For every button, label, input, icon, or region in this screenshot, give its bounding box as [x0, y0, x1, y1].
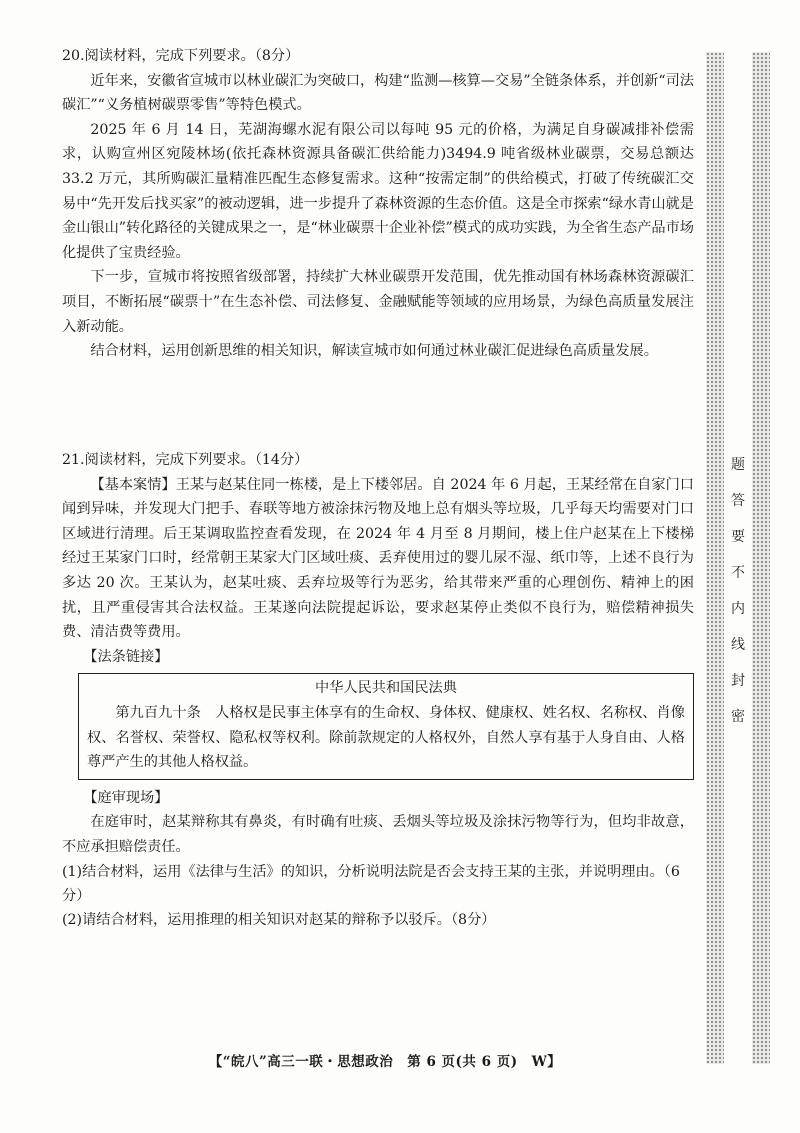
law-link-tag: 【法条链接】 [83, 648, 169, 665]
seal-char: 密 [731, 709, 745, 725]
dotted-strip-left [706, 52, 724, 1064]
question-20-title: 20.阅读材料，完成下列要求。（8分） [62, 48, 300, 64]
seal-line-notice [726, 447, 750, 735]
dotted-strip-right [752, 52, 770, 1064]
seal-char: 答 [731, 493, 745, 509]
court-scene-tag: 【庭审现场】 [83, 789, 169, 806]
q20-paragraph-1: 近年来，安徽省宣城市以林业碳汇为突破口，构建“监测—核算—交易”全链条体系，并创新“司法碳汇”“义务植树碳票零售”等特色模式。 [62, 72, 694, 114]
seal-char: 不 [731, 565, 745, 581]
court-scene-text: 在庭审时，赵某辩称其有鼻炎，有时确有吐痰、丢烟头等垃圾及涂抹污物等行为，但均非故意，不应承担赔偿责任。 [62, 814, 694, 855]
basic-case-text: 王某与赵某住同一栋楼，是上下楼邻居。自 2024 年 6 月起，王某经常在自家门口闻到异味，并发现大门把手、春联等地方被涂抹污物及地上总有烟头等垃圾，几乎每天均需要对门口区域进行清理。后王某调取监控查看发现，在 2024 年 4 月至 8 月期间，楼上住户赵某在上下楼梯经过王某家门口时，经常朝王某家大门区域吐痰、丢弃使用过的婴儿尿不湿、纸巾等，上述不良行为多达 20 次。王某认为，赵某吐痰、丢弃垃圾等行为恶劣，给其带来严重的心理创伤、精神上的困扰，且严重侵害其合法权益。王某遂向法院提起诉讼，要求赵某停止类似不良行为，赔偿精神损失费、清洁费等费用。 [62, 476, 694, 641]
seal-line-margin [706, 52, 776, 1064]
seal-char: 题 [731, 457, 745, 473]
seal-char: 封 [731, 673, 745, 689]
sub-question-1: (1)结合材料，运用《法律与生活》的知识，分析说明法院是否会支持王某的主张，并说明理由。（6分） [62, 863, 680, 905]
law-article-box [78, 673, 694, 779]
basic-case-tag: 【基本案情】 [90, 476, 176, 493]
question-21-title: 21.阅读材料，完成下列要求。（14分） [62, 452, 309, 468]
law-title: 中华人民共和国民法典 [315, 680, 457, 697]
seal-char: 要 [731, 529, 745, 545]
law-text: 第九百九十条 人格权是民事主体享有的生命权、身体权、健康权、姓名权、名称权、肖像权、名誉权、荣誉权、隐私权等权利。除前款规定的人格权外，自然人享有基于人身自由、人格尊严产生的其他人格权益。 [87, 704, 685, 771]
q20-prompt: 结合材料，运用创新思维的相关知识，解读宣城市如何通过林业碳汇促进绿色高质量发展。 [90, 343, 658, 360]
question-21 [62, 448, 694, 909]
seal-char: 内 [731, 601, 745, 617]
question-20 [62, 44, 694, 364]
q20-paragraph-3: 下一步，宣城市将按照省级部署，持续扩大林业碳票开发范围，优先推动国有林场森林资源碳汇项目，不断拓展“碳票十”在生态补偿、司法修复、金融赋能等领域的应用场景，为绿色高质量发展注入新动能。 [62, 269, 694, 335]
basic-case [62, 473, 694, 645]
sub-question-2: (2)请结合材料，运用推理的相关知识对赵某的辩称予以驳斥。（8分） [62, 912, 496, 928]
seal-char: 线 [731, 637, 745, 653]
q20-paragraph-2: 2025 年 6 月 14 日，芜湖海螺水泥有限公司以每吨 95 元的价格，为满足自身碳减排补偿需求，认购宣州区宛陵林场(依托森林资源具备碳汇供给能力)3494.9 吨省级林业碳票，交易总额达 33.2 万元，其所购碳汇量精准匹配生态修复需求。这种“按需定制”的供给模式，打破了传统碳汇交易中“先开发后找买家”的被动逻辑，进一步提升了森林资源的生态价值。这是全市探索“绿水青山就是金山银山”转化路径的关键成果之一，是“林业碳票十企业补偿”模式的成功实践，为全省生态产品市场化提供了宝贵经验。 [62, 121, 694, 261]
page-footer: 【“皖八”高三一联・思想政治 第 6 页(共 6 页) W】 [208, 1054, 562, 1070]
